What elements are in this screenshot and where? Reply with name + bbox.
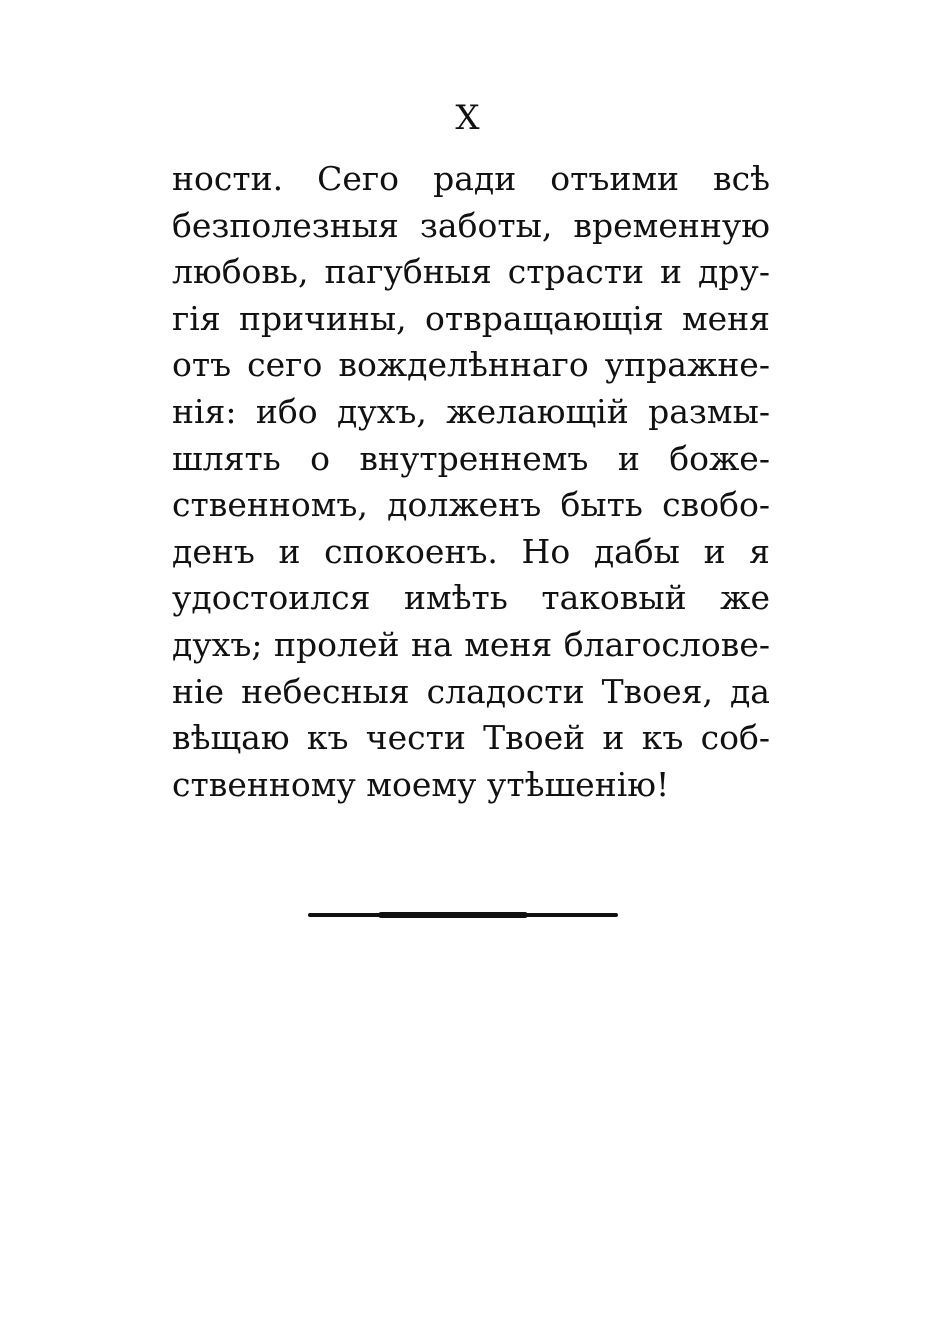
text-line: любовь, пагубныя страсти и дру-	[172, 252, 770, 292]
text-line: безполезныя заботы, временную	[172, 205, 770, 245]
text-line: денъ и спокоенъ. Но дабы и я	[172, 531, 770, 571]
text-line: гія причины, отвращающія меня	[172, 298, 770, 338]
page-number: X	[455, 98, 481, 138]
text-line: нія: ибо духъ, желающій размы-	[172, 391, 770, 431]
body-text	[172, 156, 770, 808]
text-line: духъ; пролей на меня благослове-	[172, 624, 770, 664]
text-line: отъ сего вожделѣннаго упражне-	[172, 345, 770, 385]
text-line: ственному моему утѣшенію!	[172, 764, 670, 804]
text-line: ственномъ, долженъ быть свобо-	[172, 485, 770, 525]
ornamental-rule	[308, 913, 618, 917]
text-line: ности. Сего ради отъими всѣ	[172, 159, 770, 198]
text-line: вѣщаю къ чести Твоей и къ соб-	[172, 718, 770, 758]
text-line: ніе небесныя сладости Твоея, да	[172, 671, 770, 711]
text-line: шлять о внутреннемъ и боже-	[172, 438, 770, 478]
text-line: удостоился имѣть таковый же	[172, 578, 770, 618]
